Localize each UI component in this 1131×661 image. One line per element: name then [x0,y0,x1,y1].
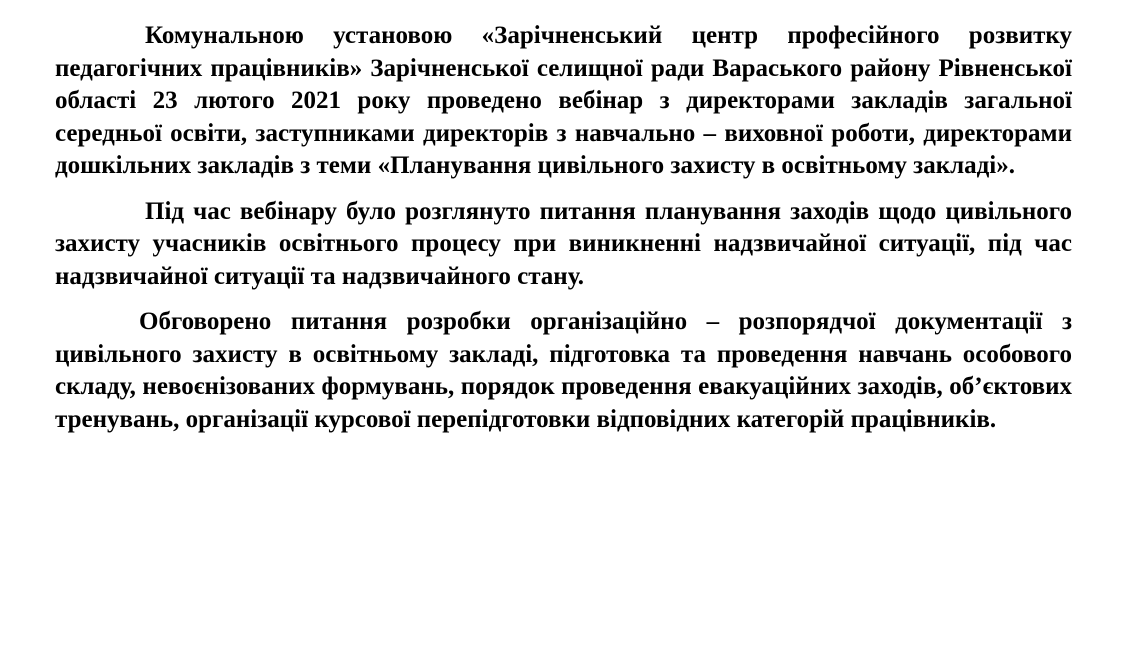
paragraph-webinar-announcement: Комунальною установою «Зарічненський центр професійного розвитку педагогічних працівників» Зарічненської селищної ради Вараського району Рівненської області 23 лютого 2021 року проведено вебінар з директорами закладів загальної середньої освіти, заступниками директорів з навчально – виховної роботи, директорами дошкільних закладів з теми «Планування цивільного захисту в освітньому закладі». [55,22,1072,179]
document-body [55,20,1072,436]
paragraph-discussion-items: Обговорено питання розробки організаційно – розпорядчої документації з цивільного захисту в освітньому закладі, підготовка та проведення навчань особового складу, невоєнізованих формувань, порядок проведення евакуаційних заходів, об’єктових тренувань, організації курсової перепідготовки відповідних категорій працівників. [55,308,1072,433]
paragraph-webinar-topics: Під час вебінару було розглянуто питання планування заходів щодо цивільного захисту учасників освітнього процесу при виникненні надзвичайної ситуації, під час надзвичайної ситуації та надзвичайного стану. [55,197,1072,290]
